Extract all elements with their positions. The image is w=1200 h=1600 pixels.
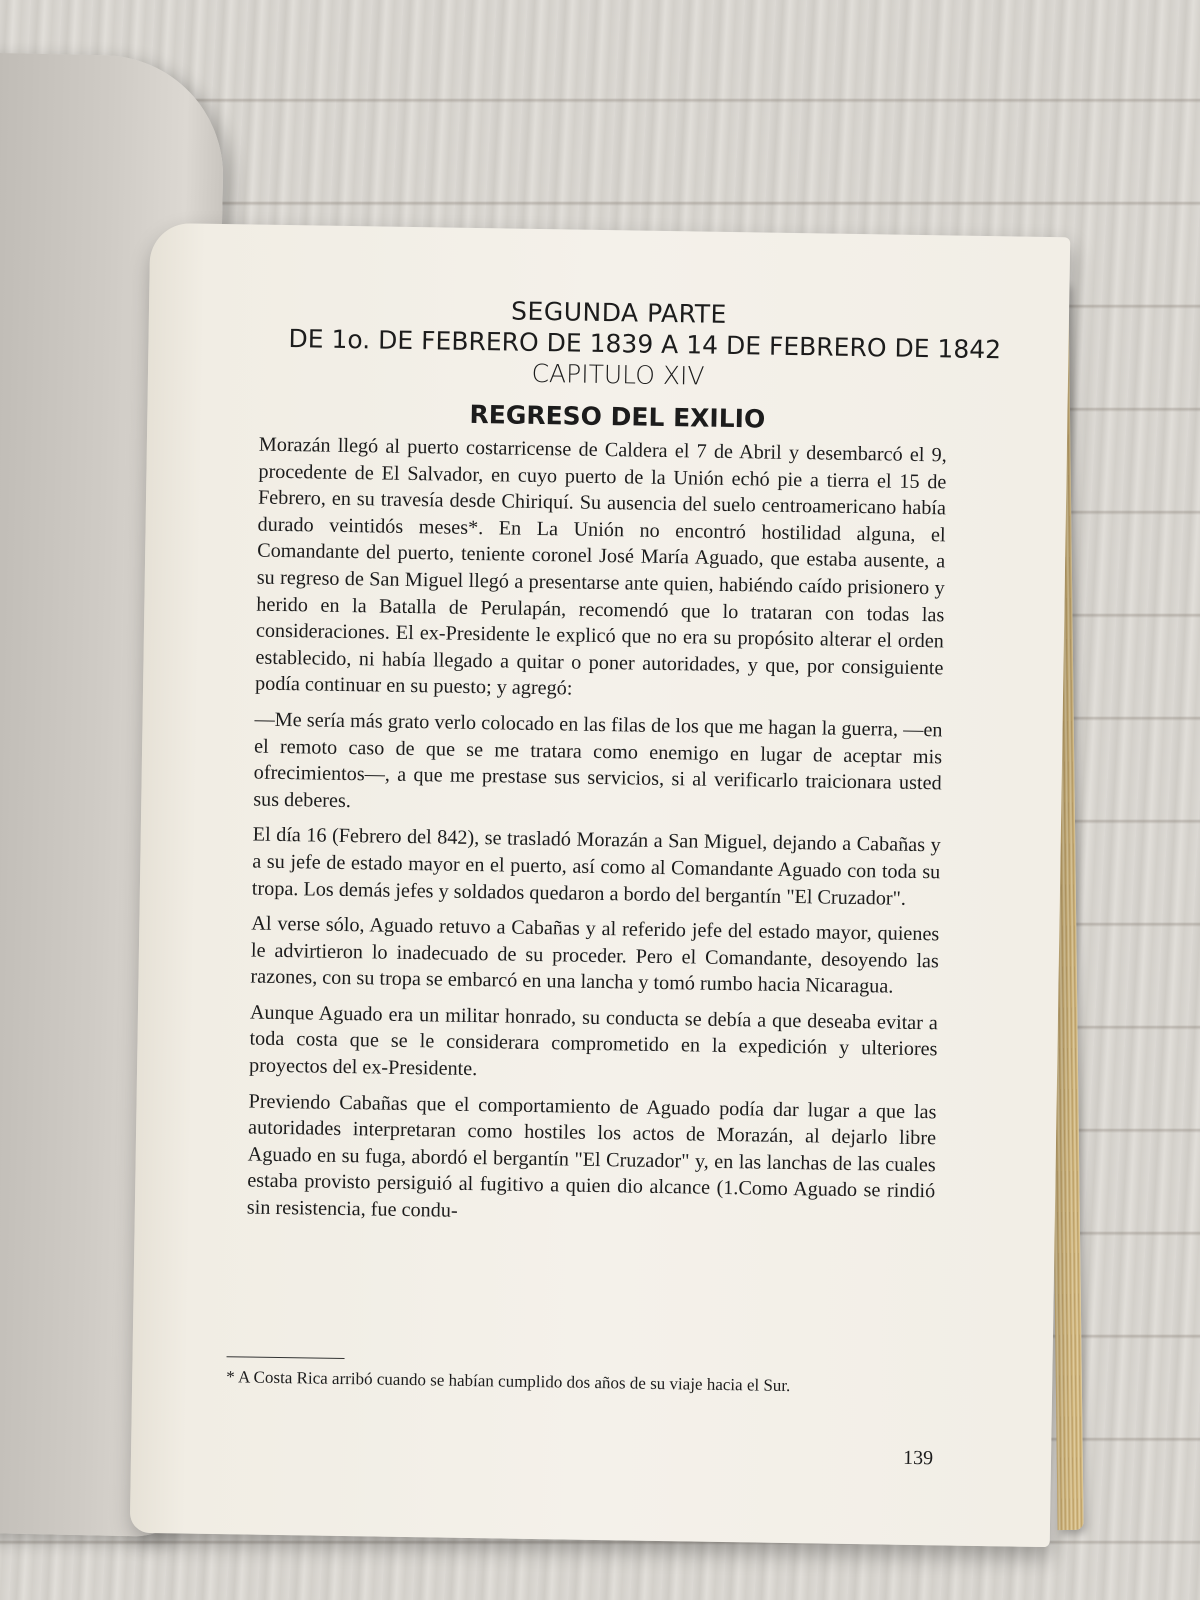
chapter-heading [287,293,1002,437]
chapter-title: REGRESO DEL EXILIO [469,399,766,434]
paragraph: Aunque Aguado era un militar honrado, su conducta se debía a que deseaba evitar a toda costa que se le considerara comprometido en la expedición y ulteriores proyectos del ex-Presidente. [248,1001,939,1081]
paragraph: Al verse sólo, Aguado retuvo a Cabañas y al referido jefe del estado mayor, quienes le advirtieron lo inadecuado de su proceder. Pero el Comandante, desoyendo las razones, con su tropa se embarcó en una lancha y tomó rumbo hacia Nicaragua. [250,912,940,998]
body-text [247,432,947,1241]
paragraph: —Me sería más grato verlo colocado en las filas de los que me hagan la guerra, —en el remoto caso de que se me tratara como enemigo en lugar de aceptar mis ofrecimientos—, a que me prestase sus servicios, si al verificarlo traicionara usted sus deberes. [253,708,943,812]
paragraph: El día 16 (Febrero del 842), se trasladó Morazán a San Miguel, dejando a Cabañas y a su jefe de estado mayor en el puerto, así como al Comandante Aguado con toda su tropa. Los demás jefes y soldados quedaron a bordo del bergantín "El Cruzador". [251,823,941,910]
footnote: * A Costa Rica arribó cuando se habían cumplido dos años de su viaje hacia el Sur. [226,1367,791,1396]
paragraph: Morazán llegó al puerto costarricense de Caldera el 7 de Abril y desembarcó el 9, procedente de El Salvador, en cuyo puerto de la Unión echó pie a tierra el 15 de Febrero, en su travesía desde Chiriquí. Su ausencia del suelo centroamericano había durado veintidós meses*. En La Unión no encontró hostilidad alguna, el Comandante del puerto, teniente coronel José María Aguado, que estaba ausente, a su regreso de San Miguel llegó a presentarse ante quien, habiéndo caído prisionero y herido en la Batalla de Perulapán, recomendó que lo trataran con todas las consideraciones. El ex-Presidente le explicó que no era su propósito alterar el orden establecido, ni había llegado a quitar o poner autoridades, y que, por consiguiente podía continuar en su puesto; y agregó: [254,433,947,700]
part-title: SEGUNDA PARTE [510,296,728,329]
page-number: 139 [902,1446,934,1470]
footnote-divider [227,1356,345,1359]
book-page [130,223,1070,1547]
chapter-number: CAPITULO XIV [531,358,705,391]
date-range-title: DE 1o. DE FEBRERO DE 1839 A 14 DE FEBRERO DE 1842 [288,324,1002,365]
paragraph: Previendo Cabañas que el comportamiento de Aguado podía dar lugar a que las autoridades interpretaran como hostiles los actos de Morazán, al dejarlo libre Aguado en su fuga, abordó el bergantín "El Cruzador" y, en las lanchas de las cuales estaba provisto persiguió al fugitivo a quien dio alcance (1.Como Aguado se rindió sin resistencia, fue condu- [246,1090,937,1222]
